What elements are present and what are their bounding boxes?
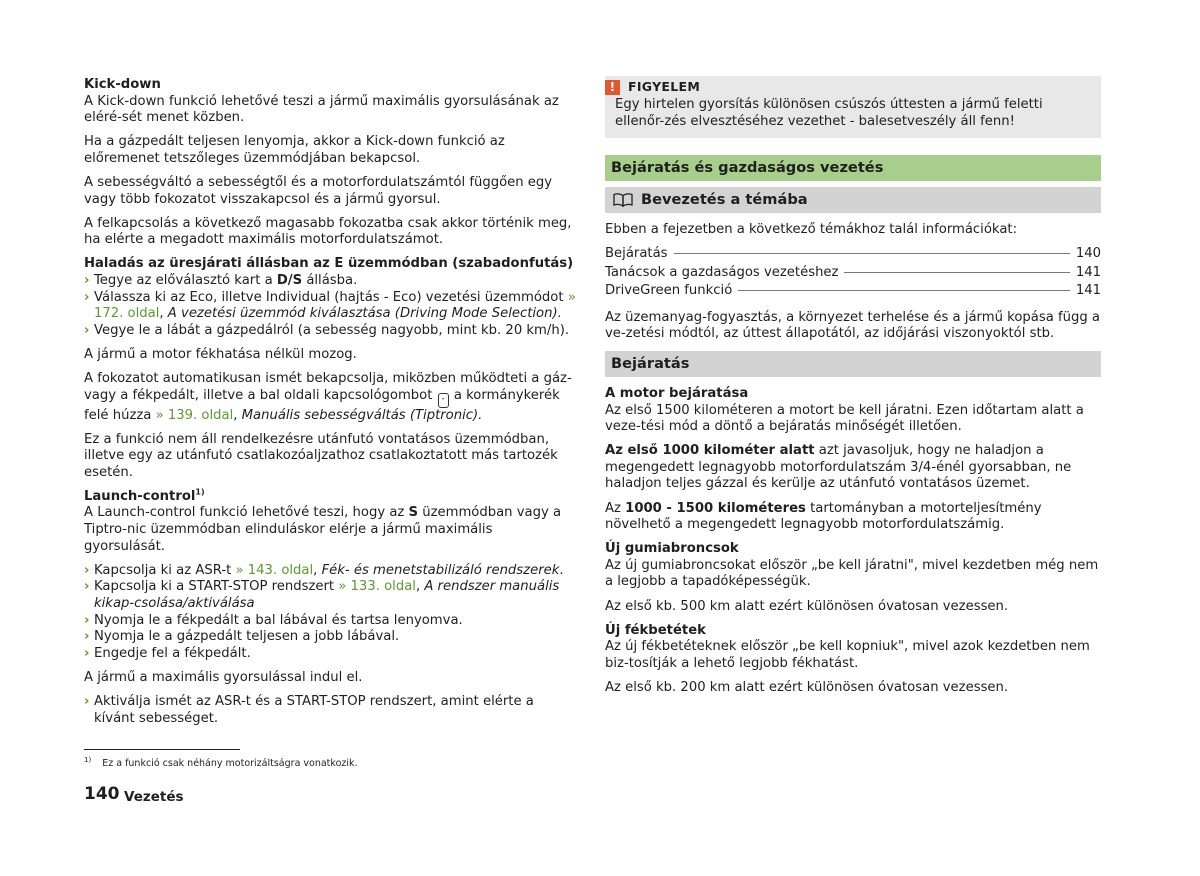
idle-step-1-post: állásba. — [302, 272, 358, 288]
idle-step-1 — [84, 273, 576, 290]
page-link-172[interactable]: » 172. oldal — [94, 289, 576, 322]
footnote-divider — [84, 749, 240, 750]
pads-paragraph-1: Az új fékbetéteknek először „be kell kopniuk", mivel azok kezdetben nem biz-tosítják a lehető legjobb fékhatást. — [605, 639, 1090, 671]
idle-step-2-text: Válassza ki az Eco, illetve Individual (hajtás - Eco) vezetési üzemmódot — [94, 289, 564, 305]
topic-title: DriveGreen funkció — [605, 283, 733, 299]
engine-paragraph-2-bold: Az első 1000 kilométer alatt — [605, 443, 815, 459]
chevron-right-icon: › — [84, 322, 90, 338]
chevron-right-icon: › — [84, 629, 90, 645]
launch-paragraph-1-bold: S — [408, 505, 419, 521]
leader-line — [844, 272, 1069, 273]
page-number: 140 — [84, 784, 120, 804]
topic-list-item[interactable] — [605, 246, 1101, 265]
idle-step-1-bold: D/S — [276, 272, 303, 288]
chevron-right-icon: › — [84, 645, 90, 661]
launch-step-3-text: Nyomja le a fékpedált a bal lábával és tartsa lenyomva. — [94, 612, 463, 628]
breakin-heading — [605, 351, 1101, 377]
idle-paragraph-2-text: A fokozatot automatikusan ismét bekapcsolja, miközben működteti a gáz-vagy a fékpedált, illetve a bal oldali kapcsológombot — [84, 370, 572, 403]
warning-label: FIGYELEM — [628, 79, 701, 95]
warning-box — [605, 76, 1101, 138]
footnote-text: Ez a funkció csak néhány motorizáltságra vonatkozik. — [102, 758, 358, 769]
idle-paragraph-2: A fokozatot automatikusan ismét bekapcsolja, miközben működteti a gáz-vagy a fékpedált, illetve a bal oldali kapcsológombot - a kormánykerék felé húzza » 139. oldal, Manuális sebességváltás (Tiptronic). — [84, 370, 572, 423]
shift-paddle-minus-icon: - — [438, 393, 449, 408]
chevron-right-icon: › — [84, 579, 90, 595]
launch-step-6-text: Aktiválja ismét az ASR-t és a START-STOP rendszert, amint elérte a kívánt sebességet. — [94, 693, 534, 726]
engine-paragraph-2 — [605, 443, 1101, 493]
warning-text: Egy hirtelen gyorsítás különösen csúszós úttesten a jármű feletti ellenőr-zés elvesztéséhez vezethet - balesetveszély áll fenn! — [615, 97, 1043, 129]
chevron-right-icon: › — [84, 693, 90, 709]
launch-step-5 — [84, 646, 576, 663]
engine-paragraph-3-text: tartományban a motorteljesítmény növelhető a megengedett legnagyobb motorfordulatszámig. — [605, 500, 1042, 533]
launch-steps — [84, 563, 576, 663]
section-name: Vezetés — [124, 789, 184, 805]
launch-step-1-text: Kapcsolja ki az ASR-t — [94, 562, 232, 578]
engine-paragraph-1: Az első 1500 kilométeren a motort be kell járatni. Ezen időtartam alatt a veze-tési mód a döntő a bejáratás minőségét illetően. — [605, 402, 1084, 435]
chevron-right-icon: › — [84, 612, 90, 628]
launch-step-4-text: Nyomja le a gázpedált teljesen a jobb lábával. — [94, 629, 400, 645]
section-heading: Bejáratás és gazdaságos vezetés — [605, 155, 1101, 181]
launch-paragraph-1-pre: A Launch-control funkció lehetővé teszi, hogy az — [84, 505, 409, 521]
launch-paragraph-2: A jármű a maximális gyorsulással indul el. — [84, 669, 363, 685]
idle-step-2: › Válassza ki az Eco, illetve Individual (hajtás - Eco) vezetési üzemmódot » 172. oldal, A vezetési üzemmód kiválasztása (Driving Mode Selection). — [84, 289, 576, 322]
footnote — [84, 755, 358, 770]
leader-line — [738, 290, 1070, 291]
kickdown-paragraph-4: A felkapcsolás a következő magasabb fokozatba csak akkor történik meg, ha elérte a megadott maximális motorfordulatszámot. — [84, 215, 572, 248]
pads-paragraph-2: Az első kb. 200 km alatt ezért különösen óvatosan vezessen. — [605, 679, 1009, 695]
tyres-heading: Új gumiabroncsok — [605, 541, 739, 557]
launch-step-6 — [84, 694, 576, 727]
idle-paragraph-3: Ez a funkció nem áll rendelkezésre utánfutó vontatásos üzemmódban, illetve egy az utánfutó csatlakozóaljzathoz csatlakoztatott más tartozék esetén. — [84, 431, 558, 480]
topic-page: 141 — [1075, 283, 1101, 299]
launch-paragraph-1-post: üzemmódban vagy a Tiptro-nic üzemmódban elinduláskor elérje a jármű maximális gyorsulását. — [84, 505, 562, 554]
tyres-paragraph-2: Az első kb. 500 km alatt ezért különösen óvatosan vezessen. — [605, 598, 1009, 614]
intro-text: Ebben a fejezetben a következő témákhoz talál információkat: — [605, 222, 1018, 238]
page-link-133[interactable]: » 133. oldal — [338, 579, 416, 595]
idle-step-2-ref: A vezetési üzemmód kiválasztása (Driving Mode Selection). — [167, 306, 562, 322]
launch-heading — [84, 489, 576, 506]
leader-line — [674, 253, 1070, 254]
launch-step-1-ref: Fék- és menetstabilizáló rendszerek — [321, 562, 560, 578]
idle-heading: Haladás az üresjárati állásban az E üzemmódban (szabadonfutás) — [84, 256, 574, 272]
footnote-mark: 1) — [84, 755, 92, 764]
topic-page: 140 — [1075, 246, 1101, 262]
launch-paragraph-1 — [84, 505, 576, 555]
tyres-paragraph-1: Az új gumiabroncsokat először „be kell járatni", mivel kezdetben még nem a legjobb a tapadóképességük. — [605, 557, 1099, 590]
launch-step-2-text: Kapcsolja ki a START-STOP rendszert — [94, 579, 335, 595]
engine-paragraph-3 — [605, 501, 1101, 534]
engine-heading: A motor bejáratása — [605, 385, 749, 401]
topic-title: Tanácsok a gazdaságos vezetéshez — [605, 264, 839, 280]
topic-list — [605, 246, 1101, 302]
page-link-143[interactable]: » 143. oldal — [235, 562, 314, 578]
topic-page: 141 — [1075, 264, 1101, 280]
launch-step-4 — [84, 629, 576, 646]
intro-heading — [605, 187, 1101, 213]
right-column — [605, 76, 1101, 704]
left-column — [84, 76, 576, 727]
topic-list-item[interactable] — [605, 283, 1101, 302]
pads-heading: Új fékbetétek — [605, 622, 706, 638]
chevron-right-icon: › — [84, 289, 90, 305]
intro-heading-text: Bevezetés a témába — [641, 191, 808, 209]
kickdown-paragraph-2: Ha a gázpedált teljesen lenyomja, akkor a Kick-down funkció az előremenet tetszőleges üzemmódjában bekapcsol. — [84, 134, 505, 166]
chevron-right-icon: › — [84, 272, 90, 288]
idle-step-1-text: Tegye az előválasztó kart a — [94, 272, 277, 288]
idle-steps — [84, 273, 576, 339]
engine-paragraph-3-pre: Az — [605, 500, 626, 516]
page-link-139[interactable]: » 139. oldal — [155, 407, 234, 423]
topic-title: Bejáratás — [605, 246, 668, 262]
kickdown-heading: Kick-down — [84, 77, 161, 92]
launch-step-1: › Kapcsolja ki az ASR-t » 143. oldal, Fék- és menetstabilizáló rendszerek. — [84, 562, 564, 578]
exclamation-icon: ! — [605, 80, 620, 95]
launch-step-3 — [84, 613, 576, 630]
engine-paragraph-3-bold: 1000 - 1500 kilométeres — [625, 500, 806, 516]
engine-paragraph-2-text: azt javasoljuk, hogy ne haladjon a megengedett legnagyobb motorfordulatszám 3/4-énél gyorsabban, ne haladjon teljes gázzal és kerülje az utánfutó vontatásos üzemet. — [605, 443, 1072, 492]
launch-step-2: › Kapcsolja ki a START-STOP rendszert » 133. oldal, A rendszer manuális kikap-csolása/aktiválása — [84, 579, 560, 611]
kickdown-paragraph-1: A Kick-down funkció lehetővé teszi a jármű maximális gyorsulásának az eléré-sét menet közben. — [84, 93, 559, 126]
topic-list-item[interactable] — [605, 265, 1101, 284]
intro-paragraph-2: Az üzemanyag-fogyasztás, a környezet terhelése és a jármű kopása függ a ve-zetési módtól, az úttest állapotától, az időjárási viszonyoktól stb. — [605, 309, 1100, 342]
kickdown-paragraph-3: A sebességváltó a sebességtől és a motorfordulatszámtól függően egy vagy több fokozatot visszakapcsol és a jármű gyorsul. — [84, 174, 553, 207]
chevron-right-icon: › — [84, 562, 90, 578]
idle-step-3 — [84, 323, 576, 340]
idle-paragraph-1: A jármű a motor fékhatása nélkül mozog. — [84, 346, 357, 362]
launch-heading-text: Launch-control — [84, 488, 196, 504]
warning-header — [609, 78, 1091, 97]
launch-step-5-text: Engedje fel a fékpedált. — [94, 645, 251, 661]
idle-paragraph-2-ref: Manuális sebességváltás (Tiptronic). — [241, 407, 483, 423]
idle-paragraph-2-text-b: a kormánykerék felé húzza — [84, 387, 560, 423]
launch-step-2-ref: A rendszer manuális kikap-csolása/aktiválása — [94, 579, 560, 611]
footnote-ref: 1) — [195, 487, 205, 497]
breakin-heading-text: Bejáratás — [611, 354, 690, 372]
open-book-icon — [613, 193, 633, 207]
idle-step-3-text: Vegye le a lábát a gázpedálról (a sebesség nagyobb, mint kb. 20 km/h). — [94, 322, 570, 338]
